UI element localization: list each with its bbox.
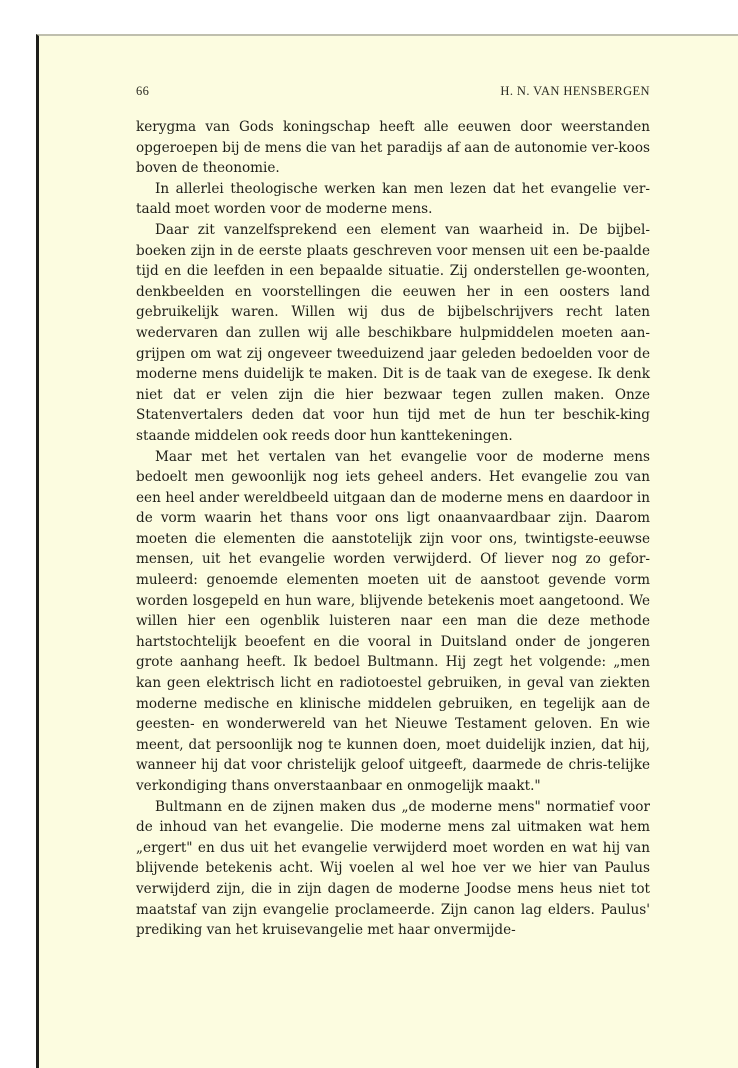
- paragraph: Daar zit vanzelfsprekend een element van waarheid in. De bijbel-boeken zijn in de eerste plaats geschreven voor mensen uit een be-paalde tijd en die leefden in een bepaalde situatie. Zij onderstellen ge-woonten, denkbeelden en voorstellingen die eeuwen her in een oosters land gebruikelijk waren. Willen wij dus de bijbelschrijvers recht laten wedervaren dan zullen wij alle beschikbare hulpmiddelen moeten aan-grijpen om wat zij ongeveer tweeduizend jaar geleden bedoelden voor de moderne mens duidelijk te maken. Dit is de taak van de exegese. Ik denk niet dat er velen zijn die hier bezwaar tegen zullen maken. Onze Statenvertalers deden dat voor hun tijd met de hun ter beschik-king staande middelen ook reeds door hun kanttekeningen.: [136, 221, 650, 444]
- paragraph: Bultmann en de zijnen maken dus „de moderne mens" normatief voor de inhoud van het evangelie. Die moderne mens zal uitmaken wat hem „ergert" en dus uit het evangelie verwijderd moet worden en wat hij van blijvende betekenis acht. Wij voelen al wel hoe ver we hier van Paulus verwijderd zijn, die in zijn dagen de moderne Joodse mens heus niet tot maatstaf van zijn evangelie proclameerde. Zijn canon lag elders. Paulus' prediking van het kruisevangelie met haar onvermijde-: [136, 798, 650, 939]
- page-number: 66: [136, 84, 150, 98]
- paragraph-continuation: kerygma van Gods koningschap heeft alle eeuwen door weerstanden opgeroepen bij de mens die van het paradijs af aan de autonomie ver-koos boven de theonomie.: [136, 119, 650, 177]
- page-header: [136, 84, 650, 104]
- running-head: H. N. VAN HENSBERGEN: [500, 84, 650, 98]
- paragraph: Maar met het vertalen van het evangelie voor de moderne mens bedoelt men gewoonlijk nog iets geheel anders. Het evangelie zou van een heel ander wereldbeeld uitgaan dan de moderne mens en daardoor in de vorm waarin het thans voor ons ligt onaanvaardbaar zijn. Daarom moeten die elementen die aanstotelijk zijn voor ons, twintigste-eeuwse mensen, uit het evangelie worden verwijderd. Of liever nog zo gefor-muleerd: genoemde elementen moeten uit de aanstoot gevende vorm worden losgepeld en hun ware, blijvende betekenis moet aangetoond. We willen hier een ogenblik luisteren naar een man die deze methode hartstochtelijk beoefent en die vooral in Duitsland onder de jongeren grote aanhang heeft. Ik bedoel Bultmann. Hij zegt het volgende: „men kan geen elektrisch licht en radiotoestel gebruiken, in geval van ziekten moderne medische en klinische middelen gebruiken, en tegelijk aan de geesten- en wonderwereld van het Nieuwe Testament geloven. En wie meent, dat persoonlijk nog te kunnen doen, moet duidelijk inzien, dat hij, wanneer hij dat voor christelijk geloof uitgeeft, daarmede de chris-telijke verkondiging thans onverstaanbaar en onmogelijk maakt.": [136, 448, 650, 794]
- body-text: [136, 117, 650, 941]
- paragraph: In allerlei theologische werken kan men lezen dat het evangelie ver-taald moet worden voor de moderne mens.: [136, 180, 650, 218]
